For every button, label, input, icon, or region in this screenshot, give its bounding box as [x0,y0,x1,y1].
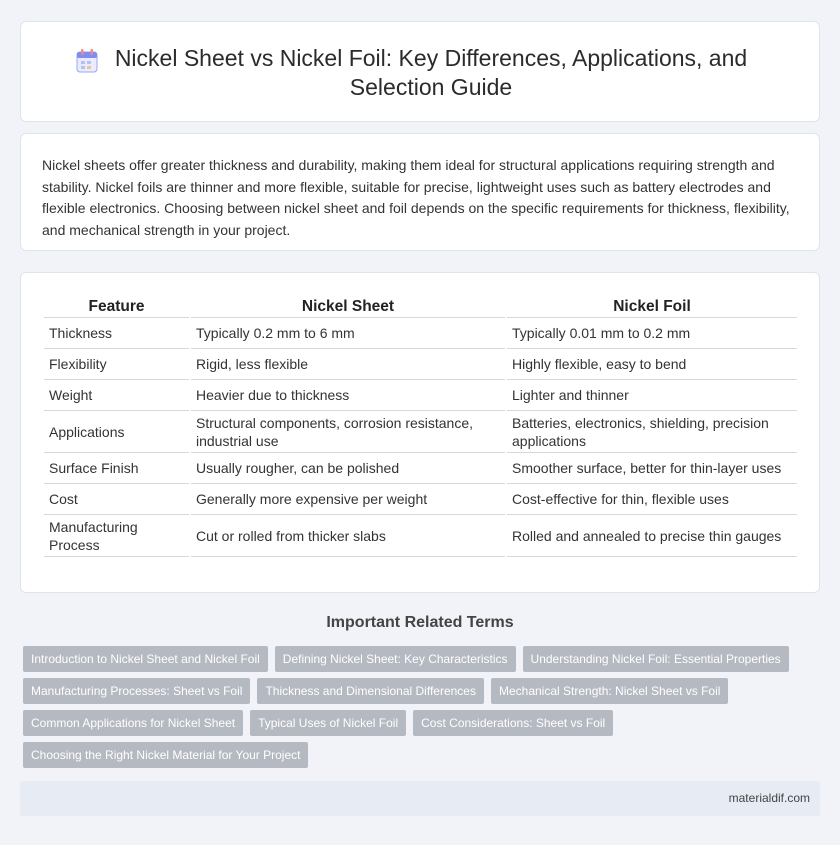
table-cell: Weight [44,380,189,411]
table-cell: Usually rougher, can be polished [191,453,505,484]
table-row [44,484,797,515]
table-cell: Thickness [44,318,189,349]
table-cell: Manufacturing Process [44,515,189,557]
table-row [44,515,797,557]
intro-paragraph: Nickel sheets offer greater thickness and durability, making them ideal for structural applications requiring strength and stability. Nickel foils are thinner and more flexible, suitable for precise, lightweight uses such as battery electrodes and flexible electronics. Choosing between nickel sheet and foil depends on the specific requirements for thickness, flexibility, and mechanical strength in your project. [42,157,790,238]
table-cell: Lighter and thinner [507,380,797,411]
table-cell: Highly flexible, easy to bend [507,349,797,380]
header-feature: Feature [44,295,189,318]
related-term-tag[interactable]: Manufacturing Processes: Sheet vs Foil [23,678,250,704]
table-cell: Cost [44,484,189,515]
site-name[interactable]: materialdif.com [728,791,810,805]
table-cell: Flexibility [44,349,189,380]
table-cell: Surface Finish [44,453,189,484]
tag-row [23,710,823,736]
intro-card [20,133,820,251]
table-cell: Typically 0.2 mm to 6 mm [191,318,505,349]
table-cell: Smoother surface, better for thin-layer uses [507,453,797,484]
table-cell: Structural components, corrosion resistance, industrial use [191,411,505,453]
table-cell: Typically 0.01 mm to 0.2 mm [507,318,797,349]
related-term-tag[interactable]: Choosing the Right Nickel Material for Your Project [23,742,308,768]
header-nickel-foil: Nickel Foil [507,295,797,318]
related-term-tag[interactable]: Defining Nickel Sheet: Key Characteristics [275,646,516,672]
table-cell: Generally more expensive per weight [191,484,505,515]
table-header-row [44,295,797,318]
table-row [44,318,797,349]
related-term-tag[interactable]: Introduction to Nickel Sheet and Nickel Foil [23,646,268,672]
table-cell: Heavier due to thickness [191,380,505,411]
header-nickel-sheet: Nickel Sheet [191,295,505,318]
related-terms-list [23,646,823,774]
calendar-icon [75,48,99,74]
table-cell: Applications [44,411,189,453]
footer [20,781,820,816]
comparison-table [42,295,799,557]
comparison-card [20,272,820,593]
related-term-tag[interactable]: Common Applications for Nickel Sheet [23,710,243,736]
page-title: Nickel Sheet vs Nickel Foil: Key Differences, Applications, and Selection Guide [114,45,748,100]
table-cell: Batteries, electronics, shielding, precision applications [507,411,797,453]
table-cell: Rigid, less flexible [191,349,505,380]
tag-row [23,646,823,672]
tag-row [23,742,823,768]
table-row [44,411,797,453]
table-row [44,380,797,411]
related-term-tag[interactable]: Understanding Nickel Foil: Essential Properties [523,646,789,672]
related-term-tag[interactable]: Mechanical Strength: Nickel Sheet vs Foil [491,678,728,704]
table-row [44,349,797,380]
table-row [44,453,797,484]
title-wrap [21,44,821,102]
related-term-tag[interactable]: Thickness and Dimensional Differences [257,678,484,704]
related-term-tag[interactable]: Cost Considerations: Sheet vs Foil [413,710,613,736]
tag-row [23,678,823,704]
title-card [20,21,820,122]
related-term-tag[interactable]: Typical Uses of Nickel Foil [250,710,406,736]
table-cell: Cost-effective for thin, flexible uses [507,484,797,515]
table-cell: Rolled and annealed to precise thin gauges [507,515,797,557]
related-terms-title: Important Related Terms [326,614,514,631]
table-cell: Cut or rolled from thicker slabs [191,515,505,557]
